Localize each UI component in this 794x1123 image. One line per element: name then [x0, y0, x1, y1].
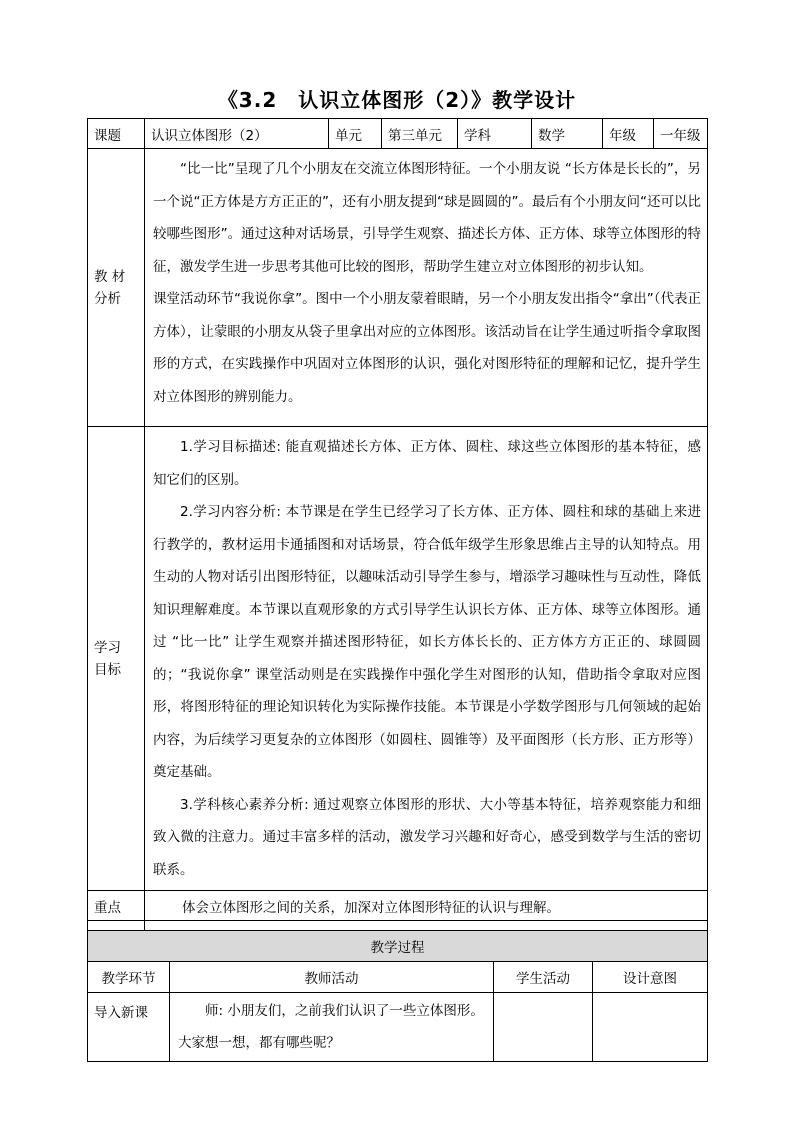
teaching-process-table [87, 930, 708, 1062]
header-teacher-activity: 教师活动 [170, 962, 494, 993]
objectives-label-line2: 目标 [94, 661, 121, 678]
analysis-content [145, 149, 708, 427]
key-point-label: 重点 [88, 891, 145, 921]
analysis-row [88, 149, 708, 427]
objectives-row [88, 427, 708, 891]
process-title-row [88, 931, 708, 962]
objective-paragraph-3: 3.学科核心素养分析: 通过观察立体图形的形状、大小等基本特征，培养观察能力和细致入微的注意力。通过丰富多样的活动，激发学习兴趣和好奇心，感受到数学与生活的密切联系。 [153, 796, 701, 878]
lesson-design-table [87, 118, 708, 951]
process-header-row [88, 962, 708, 993]
analysis-paragraph-2: 课堂活动环节“我说你拿”。图中一个小朋友蒙着眼睛，另一个小朋友发出指令“拿出”（代表正方体），让蒙眼的小朋友从袋子里拿出对应的立体图形。该活动旨在让学生通过听指令拿取图形的方式，在实践操作中巩固对立体图形的认识，强化对图形特征的理解和记忆，提升学生对立体图形的辨别能力。 [153, 291, 701, 405]
subject-value: 数学 [532, 119, 603, 149]
topic-label: 课题 [88, 119, 145, 149]
unit-value: 第三单元 [382, 119, 458, 149]
header-stage: 教学环节 [88, 962, 170, 993]
topic-value: 认识立体图形（2） [145, 119, 329, 149]
subject-label: 学科 [458, 119, 532, 149]
analysis-paragraph-1: “比一比”呈现了几个小朋友在交流立体图形特征。一个小朋友说 “长方体是长长的”，另一个说“正方体是方方正正的”，还有小朋友提到“球是圆圆的”。最后有个小朋友问“还可以比较哪些图形”。通过这种对话场景，引导学生观察、描述长方体、正方体、球等立体图形的特征，激发学生进一步思考其他可比较的图形，帮助学生建立对立体图形的初步认知。 [153, 161, 701, 275]
grade-value: 一年级 [654, 119, 708, 149]
grade-label: 年级 [603, 119, 654, 149]
design-intent-cell [593, 993, 708, 1062]
objective-paragraph-2: 2.学习内容分析: 本节课是在学生已经学习了长方体、正方体、圆柱和球的基础上来进行教学的，教材运用卡通插图和对话场景，符合低年级学生形象思维占主导的认知特点。用生动的人物对话引出图形特征，以趣味活动引导学生参与，增添学习趣味性与互动性，降低知识理解难度。本节课以直观形象的方式引导学生认识长方体、正方体、球等立体图形。通过 “比一比” 让学生观察并描述图形特征，如长方体长长的、正方体方方正正的、球圆圆的；“我说你拿” 课堂活动则是在实践操作中强化学生对图形的认知，借助指令拿取对应图形，将图形特征的理论知识转化为实际操作技能。本节课是小学数学图形与几何领域的起始内容，为后续学习更复杂的立体图形（如圆柱、圆锥等）及平面图形（长方形、正方形等）奠定基础。 [153, 504, 701, 780]
objective-paragraph-1: 1.学习目标描述: 能直观描述长方体、正方体、圆柱、球这些立体图形的基本特征，感知它们的区别。 [153, 439, 701, 488]
objectives-label-line1: 学习 [94, 639, 121, 656]
header-student-activity: 学生活动 [494, 962, 593, 993]
objectives-content [145, 427, 708, 891]
student-activity-cell [494, 993, 593, 1062]
teacher-activity-cell: 师: 小朋友们，之前我们认识了一些立体图形。大家想一想，都有哪些呢？ [170, 993, 494, 1062]
key-point-text: 体会立体图形之间的关系，加深对立体图形特征的认识与理解。 [145, 891, 708, 921]
stage-cell: 导入新课 [88, 993, 170, 1062]
unit-label: 单元 [329, 119, 382, 149]
header-design-intent: 设计意图 [593, 962, 708, 993]
document-title: 《3.2 认识立体图形（2）》教学设计 [217, 88, 577, 112]
process-title: 教学过程 [88, 931, 708, 962]
analysis-label [88, 149, 145, 427]
info-row [88, 119, 708, 149]
analysis-label-line2: 分析 [94, 290, 121, 307]
analysis-label-line1: 教 材 [94, 268, 126, 285]
key-point-row [88, 891, 708, 921]
process-row-intro [88, 993, 708, 1062]
objectives-label [88, 427, 145, 891]
